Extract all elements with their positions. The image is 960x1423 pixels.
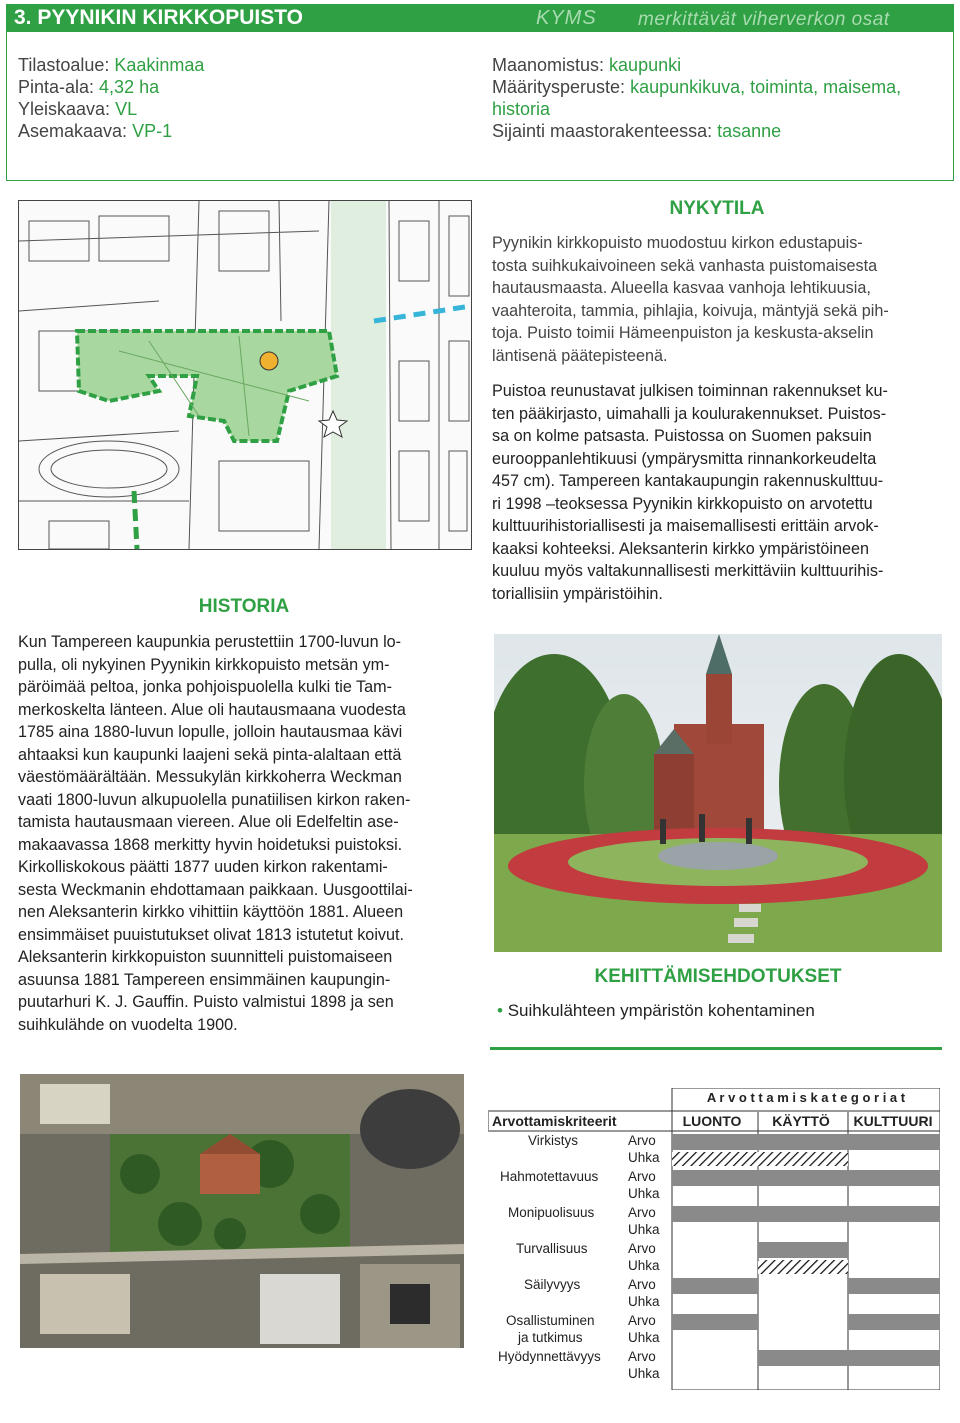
aerial-photo-drawing (20, 1074, 464, 1348)
info-pinta-ala: Pinta-ala: 4,32 ha (18, 77, 160, 97)
info-maanomistus: Maanomistus: kaupunki (492, 55, 682, 75)
evaluation-table-drawing (488, 1088, 940, 1390)
svg-text:Uhka: Uhka (628, 1150, 660, 1165)
svg-text:Uhka: Uhka (628, 1294, 660, 1309)
page-title: 3. PYYNIKIN KIRKKOPUISTO (14, 6, 303, 29)
nykytila-text: Pyynikin kirkkopuisto muodostuu kirkon edustapuis- tosta suihkukaivoineen sekä vanhasta puistomaisesta hautausmaasta. Alueella kasvaa vanhoja lehtikuusia, vaahteroita, tammia, pihlajia, koivuja, mäntyjä sekä pih- toja. Puisto toimii Hämeenpuiston ja keskusta-akselin läntisenä päätepisteenä. (492, 234, 889, 365)
svg-text:Virkistys: Virkistys (528, 1133, 579, 1148)
table-category-title: A r v o t t a m i s k a t e g o r i a t (706, 1090, 906, 1105)
svg-text:Monipuolisuus: Monipuolisuus (508, 1205, 595, 1220)
nykytila-text-2: Puistoa reunustavat julkisen toiminnan rakennukset ku- ten pääkirjasto, uimahalli ja koulurakennukset. Puistos- sa on kolme patsasta. Puistossa on Suomen paksuin eurooppanlehtikuusi (ympärysmitta rinnankorkeudelta 457 cm). Tampereen kantakaupungin rakennuskulttuu- ri 1998 –teoksessa Pyynikin kirkkopuisto on arvotettu kulttuurihistoriallisesti ja maisemallisesti erittäin arvok- kaaksi kohteeksi. Aleksanterin kirkko ympäristöineen kuuluu myös valtakunnallisesti merkittäviin kulttuurihis- toriallisiin ympäristöihin. (492, 382, 888, 603)
info-right (492, 54, 952, 142)
bullet: • (497, 1001, 503, 1020)
svg-text:Arvo: Arvo (628, 1313, 656, 1328)
svg-text:Uhka: Uhka (628, 1366, 660, 1381)
info-yleiskaava: Yleiskaava: VL (18, 99, 138, 119)
svg-text:Hyödynnettävyys: Hyödynnettävyys (498, 1349, 601, 1364)
header-kyms: KYMS (536, 7, 597, 29)
col-kulttuuri: KULTTUURI (853, 1113, 933, 1129)
criteria-header: Arvottamiskriteerit (492, 1113, 617, 1129)
svg-text:Arvo: Arvo (628, 1241, 656, 1256)
col-kaytto: KÄYTTÖ (772, 1113, 830, 1129)
svg-text:Osallistuminen: Osallistuminen (506, 1313, 595, 1328)
svg-text:Säilyvyys: Säilyvyys (524, 1277, 581, 1292)
historia-text: Kun Tampereen kaupunkia perustettiin 1700-luvun lo- pulla, oli nykyinen Pyynikin kirkkopuisto metsän ym- päröimää peltoa, jonka pohjoispuolella kulki tie Tam- merkoskelta länteen. Alue oli hautausmaana vuodesta 1785 aina 1880-luvun lopulle, jolloin hautausmaa kävi ahtaaksi kun kaupunki laajeni sekä pinta-alaltaan että väestömäärältään. Messukylän kirkkoherra Weckman vaati 1800-luvun alkupuolella punatiilisen kirkon raken- tamista hautausmaan viereen. Alue oli Edelfeltin ase- makaavassa 1868 merkitty hyvin hoidetuksi puistoksi. Kirkolliskokous päätti 1877 uuden kirkon rakentami- sesta Weckmanin ehdottamaan paikkaan. Uusgoottilai- nen Aleksanterin kirkko vihittiin käyttöön 1881. Alueen ensimmäiset puuistutukset olivat 1813 istutetut koivut. Aleksanterin kirkkopuiston suunnitteli puistomaiseen asuunsa 1881 Tampereen ensimmäinen kaupungin- puutarhuri K. J. Gauffin. Puisto valmistui 1898 ja sen suihkulähde on vuodelta 1900. (18, 633, 413, 1034)
divider (490, 1047, 942, 1050)
church-photo-drawing (494, 634, 942, 952)
kehittamis-heading: KEHITTÄMISEHDOTUKSET (594, 966, 842, 987)
info-asemakaava: Asemakaava: VP-1 (18, 121, 173, 141)
svg-text:Arvo: Arvo (628, 1349, 656, 1364)
header-subtitle: merkittävät viherverkon osat (638, 9, 890, 30)
svg-text:Uhka: Uhka (628, 1222, 660, 1237)
svg-text:Uhka: Uhka (628, 1330, 660, 1345)
page-header (6, 4, 954, 32)
kehittamis-item (497, 1001, 815, 1021)
info-sijainti: Sijainti maastorakenteessa: tasanne (492, 121, 782, 141)
svg-text:ja tutkimus: ja tutkimus (518, 1330, 583, 1345)
kehittamis-item-text: Suihkulähteen ympäristön kohentaminen (507, 1001, 815, 1020)
aerial-photo (20, 1074, 464, 1348)
church-photo (494, 634, 942, 952)
svg-text:Hahmotettavuus: Hahmotettavuus (500, 1169, 599, 1184)
svg-text:Turvallisuus: Turvallisuus (516, 1241, 588, 1256)
col-luonto: LUONTO (682, 1113, 742, 1129)
svg-text:Arvo: Arvo (628, 1169, 656, 1184)
svg-text:Arvo: Arvo (628, 1277, 656, 1292)
svg-text:Uhka: Uhka (628, 1186, 660, 1201)
svg-text:Arvo: Arvo (628, 1205, 656, 1220)
svg-text:Uhka: Uhka (628, 1258, 660, 1273)
park-map (18, 200, 472, 550)
nykytila-heading: NYKYTILA (669, 198, 765, 219)
info-maaritysperuste: Määritysperuste: kaupunkikuva, toiminta, maisema, (492, 77, 902, 97)
evaluation-table (488, 1088, 940, 1390)
map-drawing (19, 201, 471, 549)
svg-text:Arvo: Arvo (628, 1133, 656, 1148)
info-tilastoalue: Tilastoalue: Kaakinmaa (18, 55, 205, 75)
historia-heading: HISTORIA (198, 596, 290, 617)
info-left (18, 54, 438, 142)
info-maaritysperuste-cont: historia (492, 99, 551, 119)
